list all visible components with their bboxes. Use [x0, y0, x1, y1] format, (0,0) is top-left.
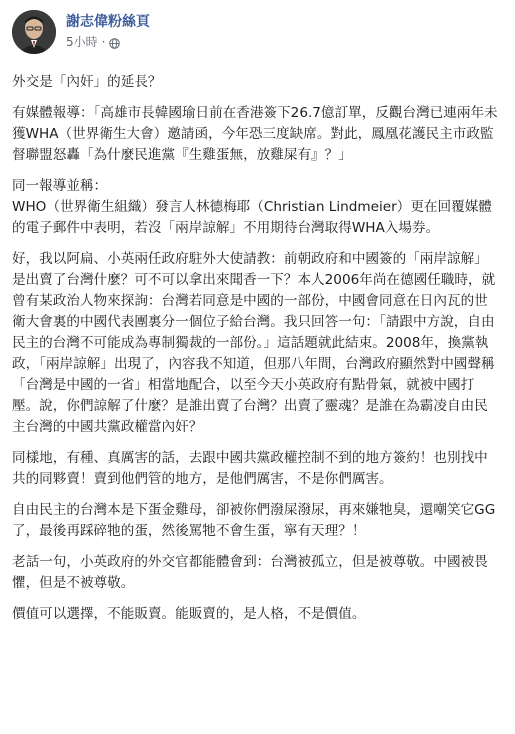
post-paragraph: 自由民主的台灣本是下蛋金雞母，卻被你們潑屎潑尿，再來嫌牠臭，還嘲笑它GG了，最後再踩碎牠的蛋，然後罵牠不會生蛋，寧有天理？！: [12, 502, 496, 539]
post-body: [12, 72, 515, 625]
meta-separator: ·: [101, 35, 106, 49]
globe-icon[interactable]: [109, 37, 120, 48]
post-paragraph: 好，我以阿扁、小英兩任政府駐外大使請教：前朝政府和中國簽的「兩岸諒解」是出賣了台灣什麼？可不可以拿出來聞香一下？本人2006年尚在德國任職時，就曾有某政治人物來探詢：台灣若同意是中國的一部份，中國會同意在日內瓦的世衛大會裏的中國代表團裏分一個位子給台灣。我只回答一句：「請跟中方說，自由民主的台灣不可能成為專制獨裁的一部份。」這話題就此結束。2008年，換黨執政，「兩岸諒解」出現了，內容我不知道，但那八年間，台灣政府顯然對中國聲稱「台灣是中國的一省」相當地配合，以至今天小英政府有點骨氣，就被中國打壓。說，你們諒解了什麼？是誰出賣了台灣？出賣了靈魂？是誰在為霸凌自由民主台灣的中國共黨政權當內奸？: [12, 251, 496, 435]
post-subline: [66, 34, 150, 50]
post-meta: [66, 10, 150, 50]
post-paragraph-title: 外交是「內奸」的延長？: [12, 74, 162, 90]
page-name-link[interactable]: 謝志偉粉絲頁: [66, 14, 150, 30]
post-paragraph: 同樣地，有種、真厲害的話，去跟中國共黨政權控制不到的地方簽約！也別找中共的同夥賣！賣到他們管的地方，是他們厲害，不是你們厲害。: [12, 450, 488, 487]
avatar[interactable]: [12, 10, 56, 54]
post-paragraph: 有媒體報導：「高雄市長韓國瑜日前在香港簽下26.7億訂單，反觀台灣已連兩年未獲WHA（世界衛生大會）邀請函，今年恐三度缺席。對此，鳳凰花護民主市政監督聯盟怒轟「為什麼民進黨『生雞蛋無，放雞屎有』？」: [12, 105, 498, 163]
post-timestamp[interactable]: 5小時: [66, 35, 98, 49]
avatar-portrait-icon: [12, 10, 56, 54]
post-paragraph: 價值可以選擇，不能販賣。能販賣的，是人格，不是價值。: [12, 606, 366, 622]
post-header: [12, 10, 515, 60]
post-paragraph: 老話一句，小英政府的外交官都能體會到：台灣被孤立，但是被尊敬。中國被畏懼，但是不被尊敬。: [12, 554, 488, 591]
post-paragraph: 同一報導並稱： WHO（世界衛生組織）發言人林德梅耶（Christian Lindmeier）更在回覆媒體的電子郵件中表明，若沒「兩岸諒解」不用期待台灣取得WHA入場券。: [12, 178, 492, 236]
